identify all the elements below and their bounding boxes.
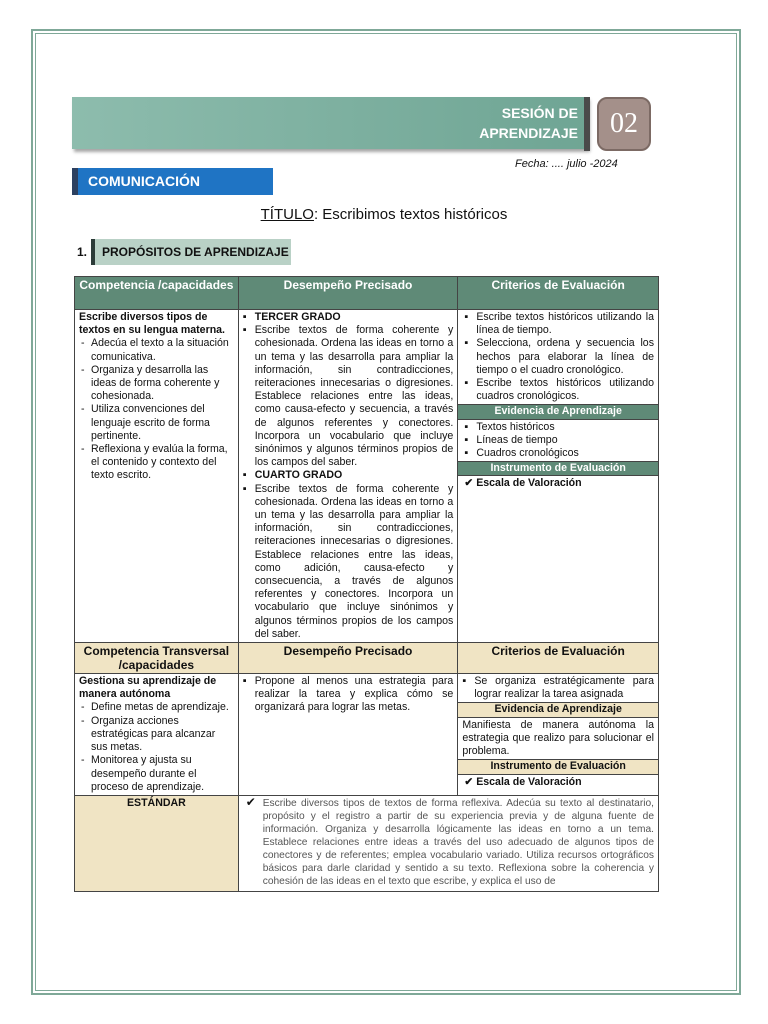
table1-header-row <box>75 277 659 310</box>
estandar-text: Escribe diversos tipos de textos de forma reflexiva. Adecúa su texto al destinatario, propósito y el registro a partir de su experiencia previa y de alguna fuente de información. Organiza y desarrolla lógicamente las ideas en torno a un tema. Establece relaciones entre ideas a través del uso adecuado de algunos tipos de conectores y de referentes; emplea vocabulario variado. Utiliza recursos ortográficos básicos para darle claridad y sentido a su texto. Reflexiona sobre la coherencia y cohesión de las ideas en el texto que escribe, y explica el uso de <box>262 797 654 888</box>
header-competencia-transversal: Competencia Transversal /capacidades <box>75 643 239 674</box>
header-desempeno: Desempeño Precisado <box>238 277 458 310</box>
date-line: Fecha: .... julio -2024 <box>515 158 618 170</box>
list-item: ▪ Líneas de tiempo <box>462 434 654 447</box>
estandar-content <box>243 797 654 889</box>
grade3-label: ▪ TERCER GRADO <box>243 311 454 324</box>
instrumento-item <box>462 477 654 490</box>
list-item: ▪ Escribe textos históricos utilizando la línea de tiempo. <box>462 311 654 337</box>
criterios-transversal-list <box>462 675 654 701</box>
title-text: : Escribimos textos históricos <box>313 206 508 223</box>
instrumento-heading-2: Instrumento de Evaluación <box>458 759 658 774</box>
banner-divider <box>584 97 590 151</box>
table1-body-row <box>75 310 659 643</box>
desempeno-list <box>243 311 454 641</box>
criterios-cell <box>458 310 659 643</box>
capacidades-list <box>79 337 234 482</box>
capacidades-transversal-list <box>79 701 234 793</box>
list-item: - Organiza y desarrolla las ideas de forma coherente y cohesionada. <box>79 364 234 404</box>
grade3-text: ▪ Escribe textos de forma coherente y cohesionada. Ordena las ideas en torno a un tema y las desarrolla para ampliar la información, sin contradicciones, reiteraciones innecesarias o digresiones. Establece relaciones entre las ideas, como causa-efecto y secuencia, a través de algunos referentes y conectores. Incorpora un vocabulario que incluye sinónimos y algunos términos propios de los campos del saber. <box>243 324 454 469</box>
estandar-label: ESTÁNDAR <box>75 795 239 891</box>
estandar-cell <box>238 795 658 891</box>
competencia-transversal-title: Gestiona su aprendizaje de manera autónoma <box>79 675 217 701</box>
section-label: PROPÓSITOS DE APRENDIZAJE <box>91 239 291 265</box>
estandar-clip <box>243 797 654 890</box>
grade4-label: ▪ CUARTO GRADO <box>243 469 454 482</box>
table2-header-row <box>75 643 659 674</box>
list-item: - Define metas de aprendizaje. <box>79 701 234 714</box>
banner-line2: APRENDIZAJE <box>479 125 578 141</box>
title-label: TÍTULO <box>260 206 314 223</box>
list-item: ▪ Se organiza estratégicamente para lograr realizar la tarea asignada <box>462 675 654 701</box>
estandar-row <box>75 795 659 891</box>
evidencia-heading-2: Evidencia de Aprendizaje <box>458 702 658 717</box>
purposes-table <box>74 276 659 892</box>
list-item: - Monitorea y ajusta su desempeño durante el proceso de aprendizaje. <box>79 754 234 794</box>
desempeno-transversal-cell <box>238 674 458 796</box>
instrumento-heading: Instrumento de Evaluación <box>458 461 658 476</box>
competencia-cell <box>75 310 239 643</box>
list-item: ▪ Cuadros cronológicos <box>462 447 654 460</box>
banner-title <box>479 103 578 143</box>
subject-label: COMUNICACIÓN <box>72 168 273 195</box>
list-item: ▪ Propone al menos una estrategia para realizar la tarea y explica cómo se organizará para lograr las metas. <box>243 675 454 715</box>
evidencia-text: Manifiesta de manera autónoma la estrategia que realizo para solucionar el problema. <box>462 718 654 758</box>
criterios-list <box>462 311 654 403</box>
check-icon: ✔ <box>464 775 474 788</box>
list-item: - Utiliza convenciones del lenguaje escrito de forma pertinente. <box>79 403 234 443</box>
instrumento-text-2: Escala de Valoración <box>476 775 582 788</box>
header-competencia: Competencia /capacidades <box>75 277 239 310</box>
grade4-text: ▪ Escribe textos de forma coherente y cohesionada. Ordena las ideas en torno a un tema y las desarrolla para ampliar la información, sin contradicciones, reiteraciones innecesarias o digresiones. Establece relaciones entre las ideas, como adición, causa-efecto y consecuencia, a través de algunos referentes y conectores. Incorpora un vocabulario que incluye sinónimos y algunos términos propios de los campos del saber. <box>243 483 454 641</box>
instrumento-text: Escala de Valoración <box>476 477 582 490</box>
header-criterios: Criterios de Evaluación <box>458 277 659 310</box>
check-icon: ✔ <box>245 796 256 809</box>
session-banner <box>72 97 588 149</box>
desempeno-cell <box>238 310 458 643</box>
list-item: - Adecúa el texto a la situación comunicativa. <box>79 337 234 363</box>
list-item: - Reflexiona y evalúa la forma, el contenido y contexto del texto escrito. <box>79 443 234 483</box>
header-criterios-2: Criterios de Evaluación <box>458 643 659 674</box>
list-item: ▪ Selecciona, ordena y secuencia los hechos para elaborar la línea de tiempo o el cuadro cronológico. <box>462 337 654 377</box>
evidencia-heading: Evidencia de Aprendizaje <box>458 404 658 419</box>
section-number: 1. <box>77 245 88 259</box>
header-desempeno-2: Desempeño Precisado <box>238 643 458 674</box>
criterios-transversal-cell <box>458 674 659 796</box>
session-number: 02 <box>597 97 651 151</box>
evidencias-list <box>462 421 654 461</box>
list-item: ▪ Textos históricos <box>462 421 654 434</box>
banner-line1: SESIÓN DE <box>501 105 578 121</box>
list-item: - Organiza acciones estratégicas para alcanzar sus metas. <box>79 715 234 755</box>
competencia-title: Escribe diversos tipos de textos en su lengua materna. <box>79 311 226 337</box>
instrumento-item-2 <box>462 776 654 789</box>
check-icon: ✔ <box>464 477 474 490</box>
list-item: ▪ Escribe textos históricos utilizando cuadros cronológicos. <box>462 377 654 403</box>
competencia-transversal-cell <box>75 674 239 796</box>
desempeno-transversal-list <box>243 675 454 715</box>
page-title <box>0 206 768 223</box>
table2-body-row <box>75 674 659 796</box>
